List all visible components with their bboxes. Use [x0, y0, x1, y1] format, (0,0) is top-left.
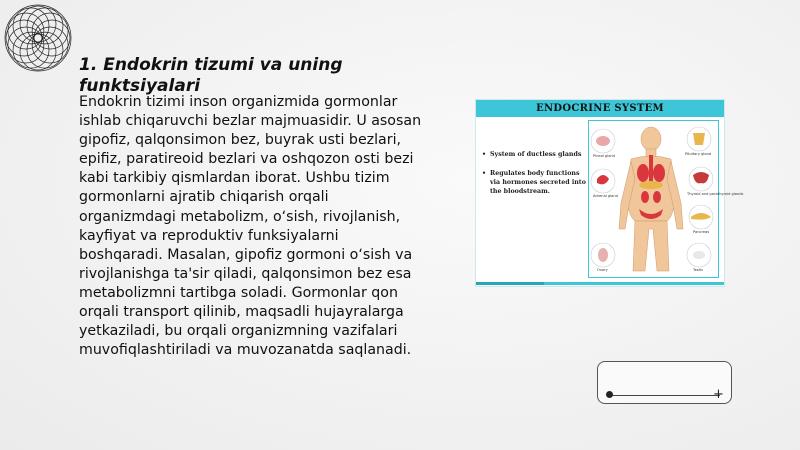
organ-label: Thyroid and parathyroid glands [687, 192, 744, 196]
organ-label: Adrenal gland [593, 194, 618, 198]
endocrine-system-figure [475, 99, 744, 287]
bullet-dot-icon: • [482, 170, 487, 177]
organ-label: Pineal gland [593, 154, 615, 158]
organ-label: Pituitary gland [685, 152, 712, 156]
spirograph-petal [6, 20, 42, 56]
organ-label: Testis [693, 268, 703, 272]
anatomy-panel [588, 120, 744, 278]
slide-title: 1. Endokrin tizumi va uning funktsiyalari [79, 55, 343, 96]
bullet-dot-icon: • [482, 151, 487, 158]
spirograph-logo-icon [4, 4, 72, 72]
audio-player-control[interactable] [597, 361, 732, 404]
figure-bullet-text: Regulates body functions via hormones secreted into the bloodstream. [490, 170, 586, 195]
spirograph-petal [20, 34, 56, 70]
figure-bullet-list [482, 150, 588, 206]
organ-label: Pancreas [693, 230, 710, 234]
play-position-knob[interactable] [606, 391, 613, 398]
spirograph-petal [20, 6, 56, 42]
spirograph-petal [34, 20, 70, 56]
figure-banner: ENDOCRINE SYSTEM [476, 100, 724, 117]
figure-bullet [482, 150, 588, 159]
seek-track[interactable] [610, 395, 720, 396]
volume-plus-icon[interactable]: + [713, 387, 724, 402]
organ-label: Ovary [597, 268, 608, 272]
human-body-illustration-icon [589, 121, 717, 276]
slide-body-text: Endokrin tizimi inson organizmida gormonlar ishlab chiqaruvchi bezlar majmuasidir. U asosan gipofiz, qalqonsimon bez, buyrak usti bezlari, epifiz, paratireoid bezlari va oshqozon osti bezi kabi tarkibiy qismlardan iborat. Ushbu tizim gormonlarni ajratib chiqarish orqali organizmdagi metabolizm, o‘sish, rivojlanish, kayfiyat va reproduktiv funksiyalarni boshqaradi. Masalan, gipofiz gormoni o‘sish va rivojlanishga ta'sir qiladi, qalqonsimon bez esa metabolizmni tartibga soladi. Gormonlar qon orqali transport qilinib, maqsadli hujayralarga yetkaziladi, bu orqali organizmning vazifalari muvofiqlashtiriladi va muvozanatda saqlanadi. [79, 94, 422, 359]
figure-footer-accent [476, 282, 544, 285]
figure-bullet [482, 169, 588, 196]
figure-bullet-text: System of ductless glands [490, 151, 582, 158]
